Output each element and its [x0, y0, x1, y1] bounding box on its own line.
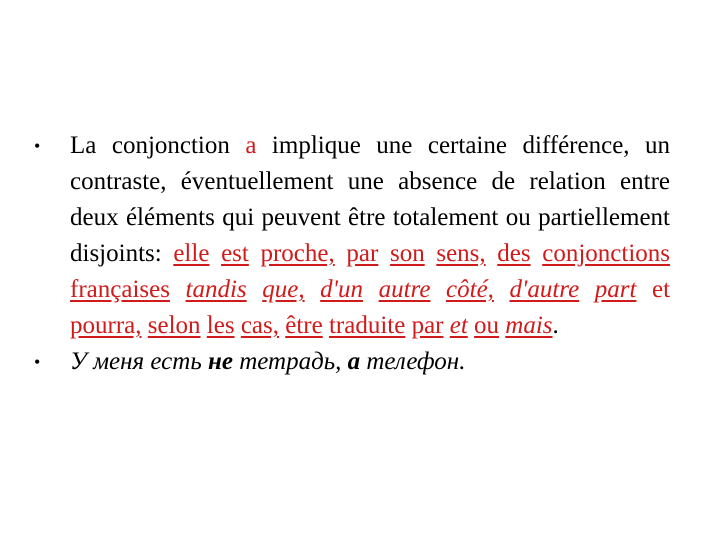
- word: une: [376, 132, 413, 159]
- word: certaine: [427, 132, 507, 159]
- underlined-word: elle: [173, 240, 210, 267]
- word: conjonction: [111, 132, 230, 159]
- underlined-word: être: [285, 312, 323, 339]
- underlined-italic-word: d'autre: [509, 276, 580, 303]
- underlined-word: par: [346, 240, 379, 267]
- underlined-italic-word: et: [449, 312, 468, 339]
- example-text-part: У меня есть: [70, 348, 208, 375]
- underlined-word: son: [389, 240, 425, 267]
- underlined-word: ou: [474, 312, 500, 339]
- underlined-italic-word: que,: [262, 276, 305, 303]
- bullet-icon: •: [34, 136, 41, 156]
- text-segment: peuvent être totalement ou partiellement: [261, 204, 670, 231]
- underlined-word: pourra,: [70, 312, 142, 339]
- word: disjoints:: [70, 240, 162, 267]
- underlined-word: conjonctions: [542, 240, 671, 267]
- underlined-word: cas,: [240, 312, 279, 339]
- text-segment: absence de relation entre deux éléments qui: [70, 168, 671, 231]
- underlined-italic-word: tandis: [185, 276, 247, 303]
- highlighted-word: et: [652, 276, 671, 303]
- underlined-word: les: [206, 312, 235, 339]
- underlined-word: est: [221, 240, 249, 267]
- underlined-italic-word: côté,: [446, 276, 494, 303]
- bullet-icon: •: [34, 352, 41, 372]
- example-text-part: телефон.: [360, 348, 466, 375]
- word: La: [70, 132, 97, 159]
- example-bold-word: а: [347, 348, 361, 375]
- sentence-period: .: [552, 312, 559, 339]
- word: implique: [271, 132, 361, 159]
- bullet-french-explanation: [28, 128, 670, 344]
- underlined-word: traduite: [328, 312, 406, 339]
- underlined-word: sens,: [436, 240, 486, 267]
- slide-content: [28, 128, 670, 380]
- highlighted-word: a: [245, 132, 257, 159]
- example-bold-word: не: [207, 348, 233, 375]
- example-text-part: тетрадь,: [232, 348, 348, 375]
- text-segment: différence, un contraste, éventuellement une: [70, 132, 671, 195]
- underlined-word: proche,: [260, 240, 335, 267]
- underlined-italic-word: autre: [378, 276, 431, 303]
- bullet-russian-example: [28, 344, 670, 380]
- underlined-italic-word: mais: [505, 312, 553, 339]
- underlined-word: françaises: [70, 276, 170, 303]
- underlined-italic-word: d'un: [320, 276, 364, 303]
- underlined-word: selon: [147, 312, 201, 339]
- underlined-word: par: [411, 312, 444, 339]
- underlined-word: des: [497, 240, 531, 267]
- underlined-italic-word: part: [594, 276, 637, 303]
